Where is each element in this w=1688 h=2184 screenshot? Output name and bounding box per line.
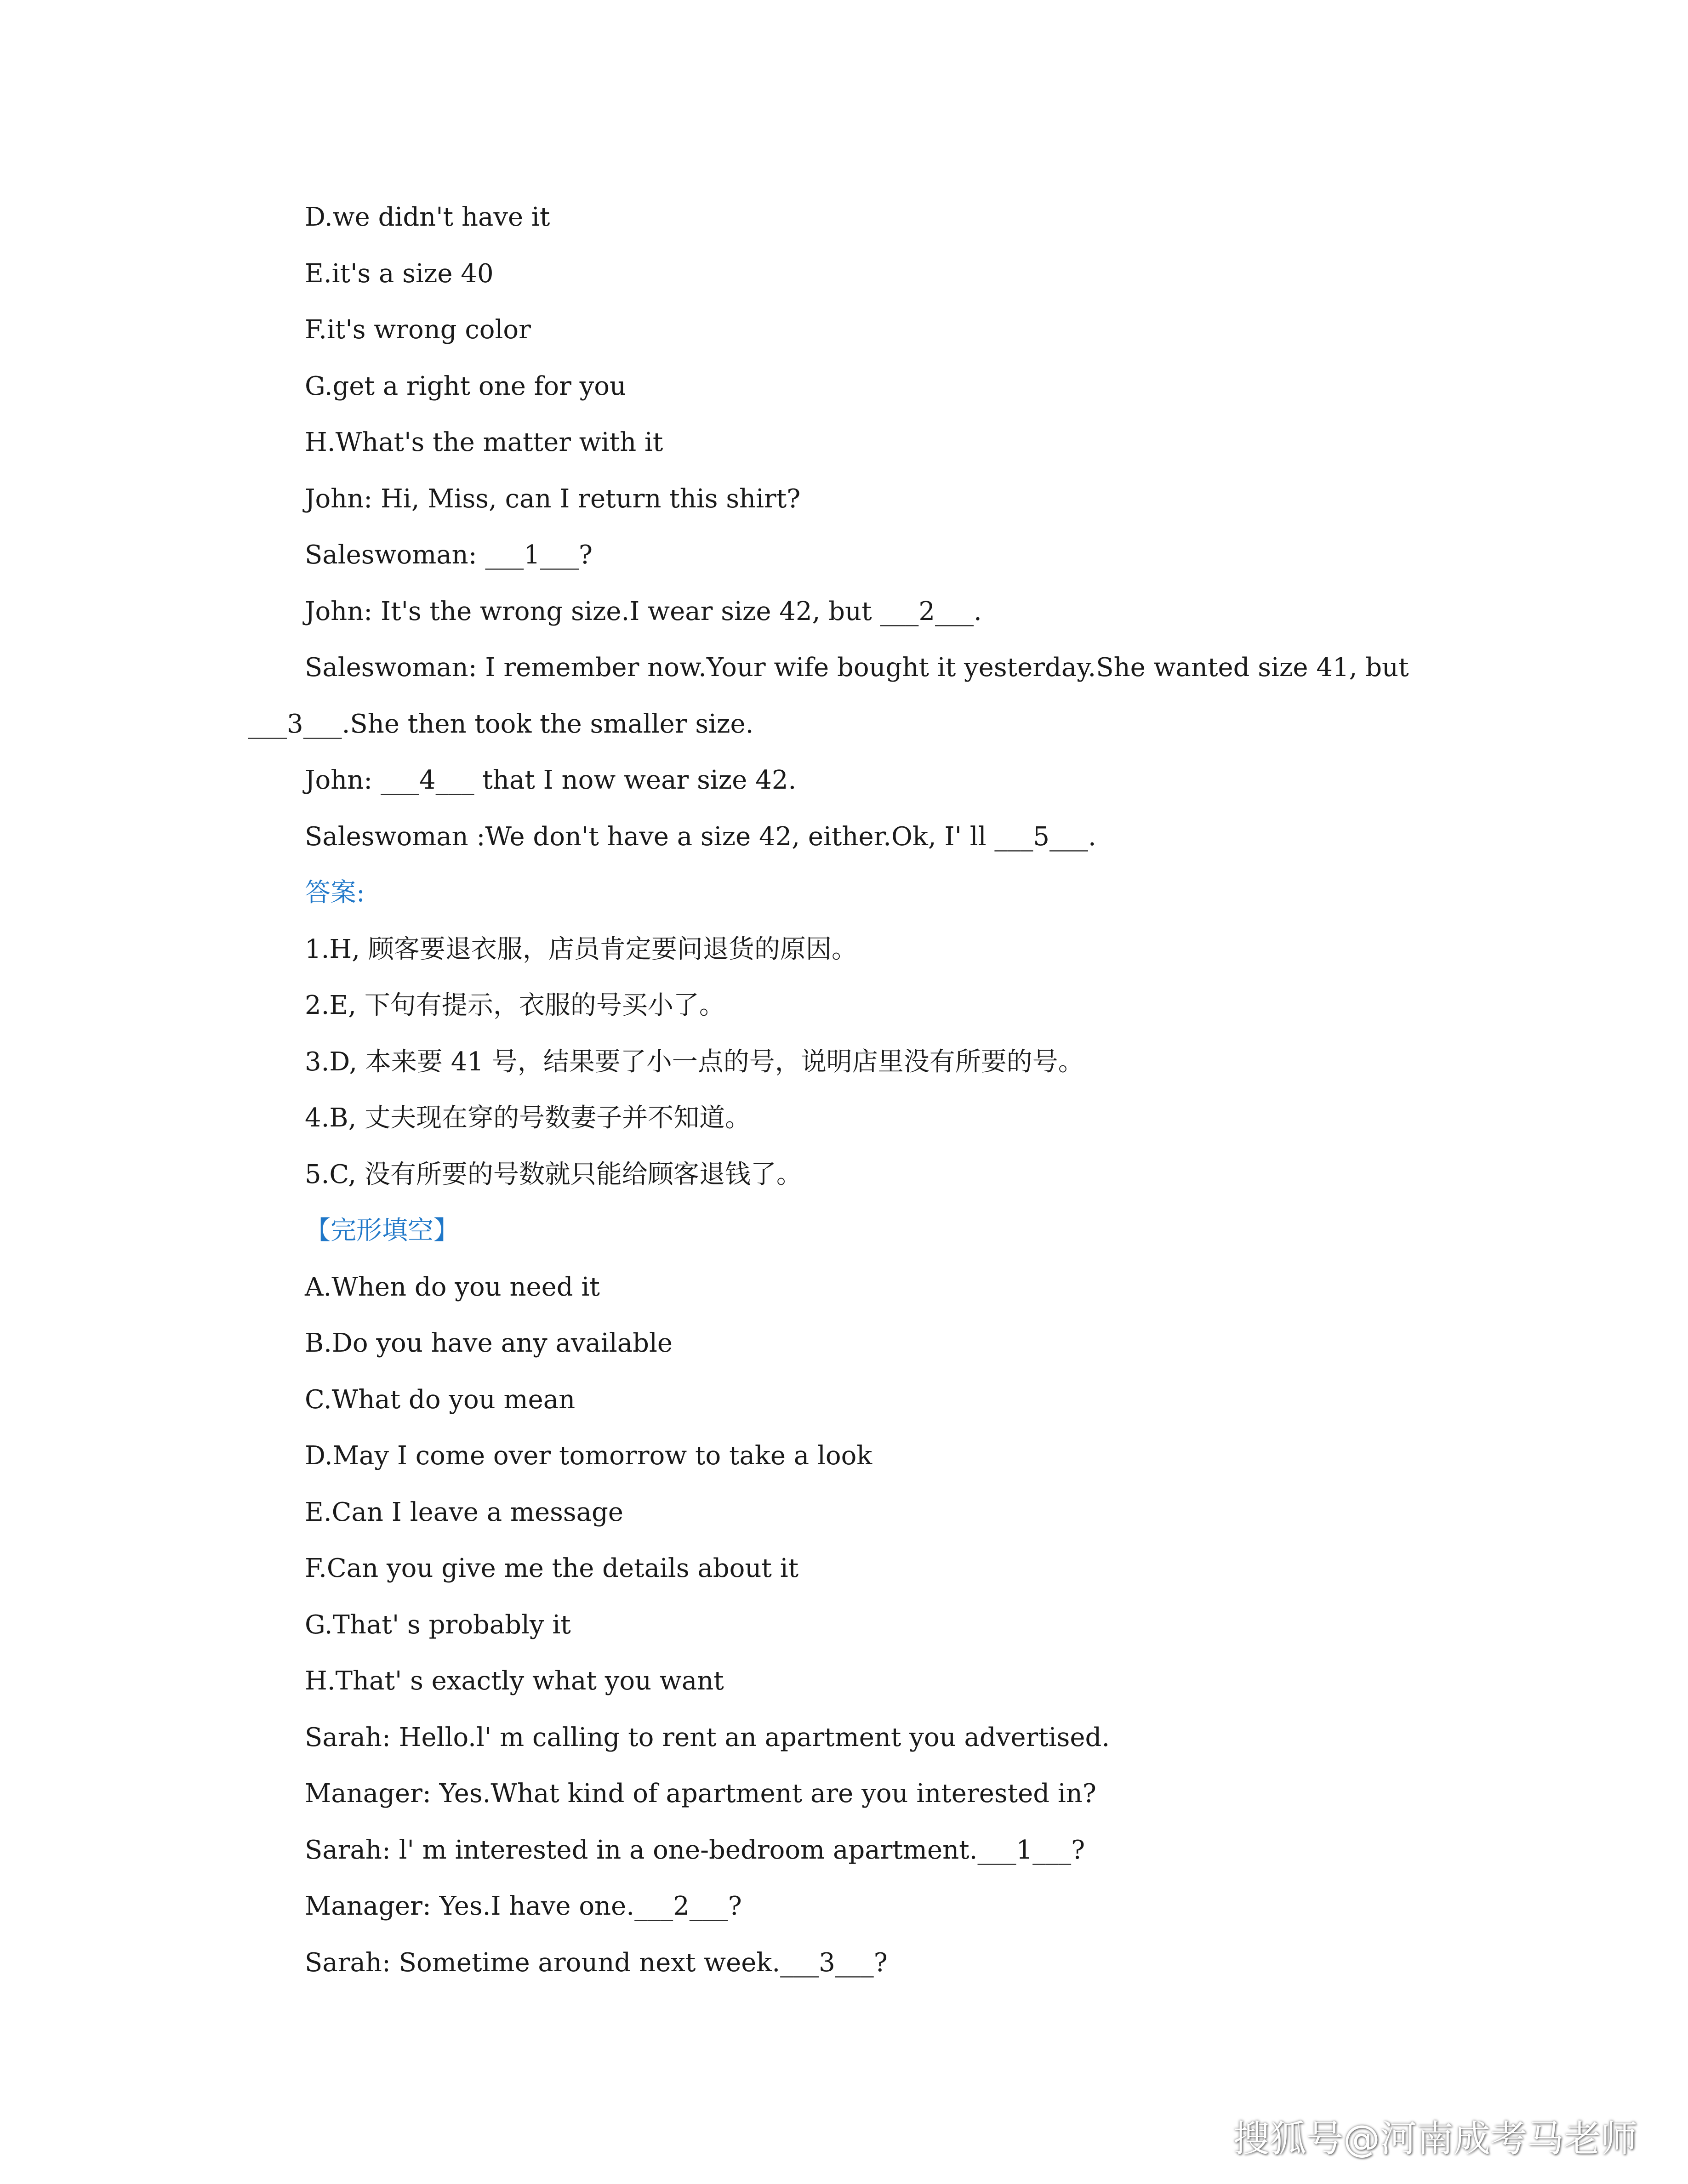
answer-line: 5.C, 没有所要的号数就只能给顾客退钱了。 — [305, 1159, 802, 1189]
watermark: 搜狐号@河南成考马老师 — [1233, 2117, 1637, 2160]
option-b-line: B.Do you have any available — [305, 1328, 673, 1358]
dialogue-line: John: Hi, Miss, can I return this shirt? — [305, 483, 801, 514]
document-body — [0, 189, 1688, 1991]
dialogue-line: Saleswoman: ___1___? — [305, 540, 593, 570]
option-a-line: A.When do you need it — [305, 1272, 600, 1302]
option-g-line: G.get a right one for you — [305, 371, 627, 401]
dialogue-continuation-line: ___3___.She then took the smaller size. — [248, 709, 754, 739]
option-c-line: C.What do you mean — [305, 1384, 576, 1415]
answer-line: 4.B, 丈夫现在穿的号数妻子并不知道。 — [305, 1103, 751, 1133]
option-f-line: F.Can you give me the details about it — [305, 1553, 799, 1583]
answer-line: 2.E, 下句有提示，衣服的号买小了。 — [305, 990, 725, 1020]
answer-line: 1.H, 顾客要退衣服，店员肯定要问退货的原因。 — [305, 934, 857, 964]
dialogue-line: Saleswoman: I remember now.Your wife bought it yesterday.She wanted size 41, but — [305, 653, 1409, 682]
dialogue-line: Sarah: Hello.l' m calling to rent an apartment you advertised. — [305, 1722, 1110, 1752]
option-e-line: E.it's a size 40 — [305, 258, 494, 289]
dialogue-line: Saleswoman :We don't have a size 42, either.Ok, I' ll ___5___. — [305, 821, 1096, 852]
option-e-line: E.Can I leave a message — [305, 1497, 623, 1527]
dialogue-line: Manager: Yes.I have one.___2___? — [305, 1891, 742, 1921]
option-h-line: H.What's the matter with it — [305, 427, 663, 457]
dialogue-line: Manager: Yes.What kind of apartment are you interested in? — [305, 1779, 1096, 1809]
option-d-line: D.May I come over tomorrow to take a look — [305, 1441, 873, 1471]
section-heading: 【完形填空】 — [305, 1216, 459, 1246]
option-h-line: H.That' s exactly what you want — [305, 1666, 724, 1696]
answer-line: 3.D, 本来要 41 号，结果要了小一点的号，说明店里没有所要的号。 — [305, 1046, 1084, 1077]
option-d-line: D.we didn't have it — [305, 202, 550, 232]
dialogue-line: John: It's the wrong size.I wear size 42, but ___2___. — [305, 596, 982, 626]
option-g-line: G.That' s probably it — [305, 1610, 571, 1640]
dialogue-line: Sarah: Sometime around next week.___3___? — [305, 1947, 888, 1978]
dialogue-line: Sarah: l' m interested in a one-bedroom apartment.___1___? — [305, 1835, 1085, 1865]
answer-heading: 答案: — [305, 878, 365, 908]
dialogue-line: John: ___4___ that I now wear size 42. — [305, 765, 797, 795]
option-f-line: F.it's wrong color — [305, 315, 531, 345]
